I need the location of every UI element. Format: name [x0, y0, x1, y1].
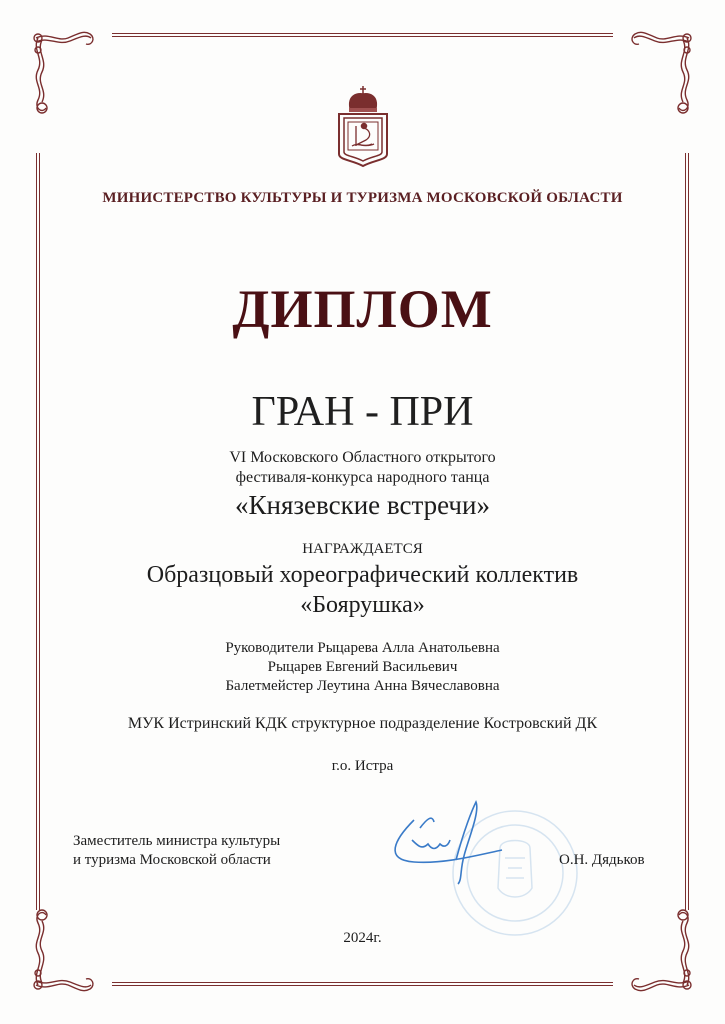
- organization: МУК Истринский КДК структурное подразделение Костровский ДК: [127, 715, 598, 732]
- city: г.о. Истра: [331, 758, 394, 774]
- festival-line-2: фестиваля-конкурса народного танца: [235, 469, 490, 486]
- signatory-position: [73, 832, 280, 870]
- festival-name: «Князевские встречи»: [235, 490, 490, 520]
- frame-right-line: [685, 153, 689, 910]
- frame-left-line: [36, 153, 40, 910]
- ornament-corner-icon: [627, 28, 697, 123]
- recipient-line-1: Образцовый хореографический коллектив: [146, 562, 579, 588]
- signature-icon: [384, 800, 504, 890]
- ministry-heading: МИНИСТЕРСТВО КУЛЬТУРЫ И ТУРИЗМА МОСКОВСКОЙ ОБЛАСТИ: [102, 190, 623, 206]
- ornament-corner-icon: [627, 900, 697, 995]
- festival-line-1: VI Московского Областного открытого: [229, 449, 496, 466]
- frame-bottom-line: [112, 982, 613, 986]
- signatory-position-line-2: и туризма Московской области: [73, 852, 271, 868]
- leaders-line-1: Руководители Рыцарева Алла Анатольевна: [225, 640, 500, 656]
- ornament-corner-icon: [28, 28, 98, 123]
- signatory-position-line-1: Заместитель министра культуры: [73, 833, 281, 849]
- recipient-line-2: «Боярушка»: [300, 592, 425, 618]
- coat-of-arms-icon: [334, 84, 392, 168]
- frame-top-line: [112, 33, 613, 37]
- award-title: ГРАН - ПРИ: [251, 389, 474, 435]
- year: 2024г.: [343, 930, 382, 946]
- ornament-corner-icon: [28, 900, 98, 995]
- awarded-label: НАГРАЖДАЕТСЯ: [302, 541, 423, 557]
- signatory-name: О.Н. Дядьков: [559, 852, 645, 868]
- leaders-line-2: Рыцарев Евгений Васильевич: [267, 659, 458, 675]
- diploma-title: ДИПЛОМ: [232, 279, 493, 339]
- leaders-line-3: Балетмейстер Леутина Анна Вячеславовна: [225, 678, 500, 694]
